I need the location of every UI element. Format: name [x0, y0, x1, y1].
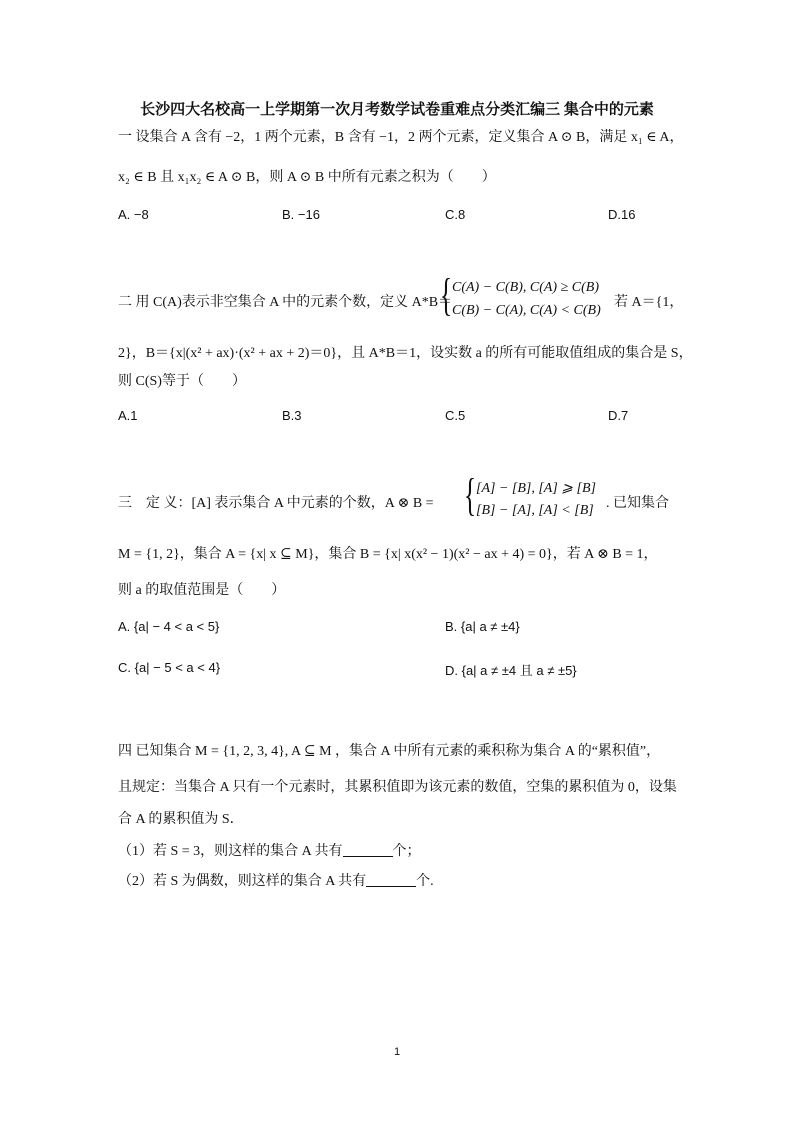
q2-option-a: A.1	[118, 408, 138, 423]
q3-option-a: A. {a| − 4 < a < 5}	[118, 619, 220, 634]
q3-case2: [B] − [A], [A] < [B]	[476, 503, 594, 518]
page-number: 1	[393, 1046, 401, 1058]
q2-case1: C(A) − C(B), C(A) ≥ C(B)	[452, 280, 599, 295]
left-brace: {	[440, 269, 453, 320]
q3-piecewise	[464, 469, 604, 526]
q2-case2: C(B) − C(A), C(A) < C(B)	[452, 303, 601, 318]
q3-option-c: C. {a| − 5 < a < 4}	[118, 660, 221, 675]
q2-line1-post: 若 A＝{1，	[614, 295, 684, 310]
q3-line2: M = {1, 2}，集合 A = {x| x ⊆ M}，集合 B = {x| x(x² − 1)(x² − ax + 4) = 0}，若 A ⊗ B = 1，	[118, 547, 658, 562]
q4-sub2-text: （2）若 S 为偶数，则这样的集合 A 共有	[118, 874, 367, 889]
q3-case1: [A] − [B], [A] ⩾ [B]	[476, 481, 596, 496]
q4-line2: 且规定：当集合 A 只有一个元素时，其累积值即为该元素的数值，空集的累积值为 0，设集	[118, 780, 677, 795]
q4-sub2-suffix: 个.	[416, 874, 434, 889]
q2-line1-pre: 二 用 C(A)表示非空集合 A 中的元素个数，定义 A*B＝	[118, 295, 453, 310]
q1-line1: 一 设集合 A 含有 −2，1 两个元素，B 含有 −1，2 两个元素，定义集合 A ⊙ B，满足 x₁ ∈ A，	[118, 130, 684, 145]
q4-line3: 合 A 的累积值为 S．	[118, 812, 244, 827]
q4-sub2	[118, 872, 434, 892]
q3-line1-pre: 三 定 义：[A] 表示集合 A 中元素的个数，A ⊗ B =	[118, 496, 434, 511]
q2-option-b: B.3	[282, 408, 302, 423]
q2-line2: 2}，B＝{x|(x² + ax)·(x² + ax + 2)＝0}，且 A*B＝1，设实数 a 的所有可能取值组成的集合是 S，	[118, 346, 693, 361]
q1-option-d: D.16	[608, 207, 636, 222]
q1-option-b: B. −16	[282, 207, 320, 222]
q3-line3: 则 a 的取值范围是（ ）	[118, 583, 286, 598]
answer-blank-1[interactable]	[343, 842, 393, 857]
q2-piecewise	[440, 269, 620, 326]
q1-option-a: A. −8	[118, 207, 149, 222]
q2-option-d: D.7	[608, 408, 629, 423]
q4-sub1-text: （1）若 S = 3，则这样的集合 A 共有	[118, 844, 343, 859]
q1-line2: x₂ ∈ B 且 x₁x₂ ∈ A ⊙ B，则 A ⊙ B 中所有元素之积为（ ）	[118, 170, 496, 185]
left-brace: {	[464, 469, 477, 520]
q2-line3: 则 C(S)等于（ ）	[118, 374, 246, 389]
answer-blank-2[interactable]	[366, 872, 416, 887]
q1-option-c: C.8	[445, 207, 466, 222]
q4-line1: 四 已知集合 M = {1, 2, 3, 4}, A ⊆ M ，集合 A 中所有元素的乘积称为集合 A 的“累积值”，	[118, 744, 661, 759]
q3-option-b: B. {a| a ≠ ±4}	[445, 619, 520, 634]
q4-sub1-suffix: 个；	[392, 844, 421, 859]
q3-line1-post: . 已知集合	[606, 496, 669, 511]
page-title: 长沙四大名校高一上学期第一次月考数学试卷重难点分类汇编三 集合中的元素	[140, 102, 654, 118]
q3-option-d: D. {a| a ≠ ±4 且 a ≠ ±5}	[445, 663, 577, 678]
q4-sub1	[118, 842, 421, 862]
q2-option-c: C.5	[445, 408, 466, 423]
